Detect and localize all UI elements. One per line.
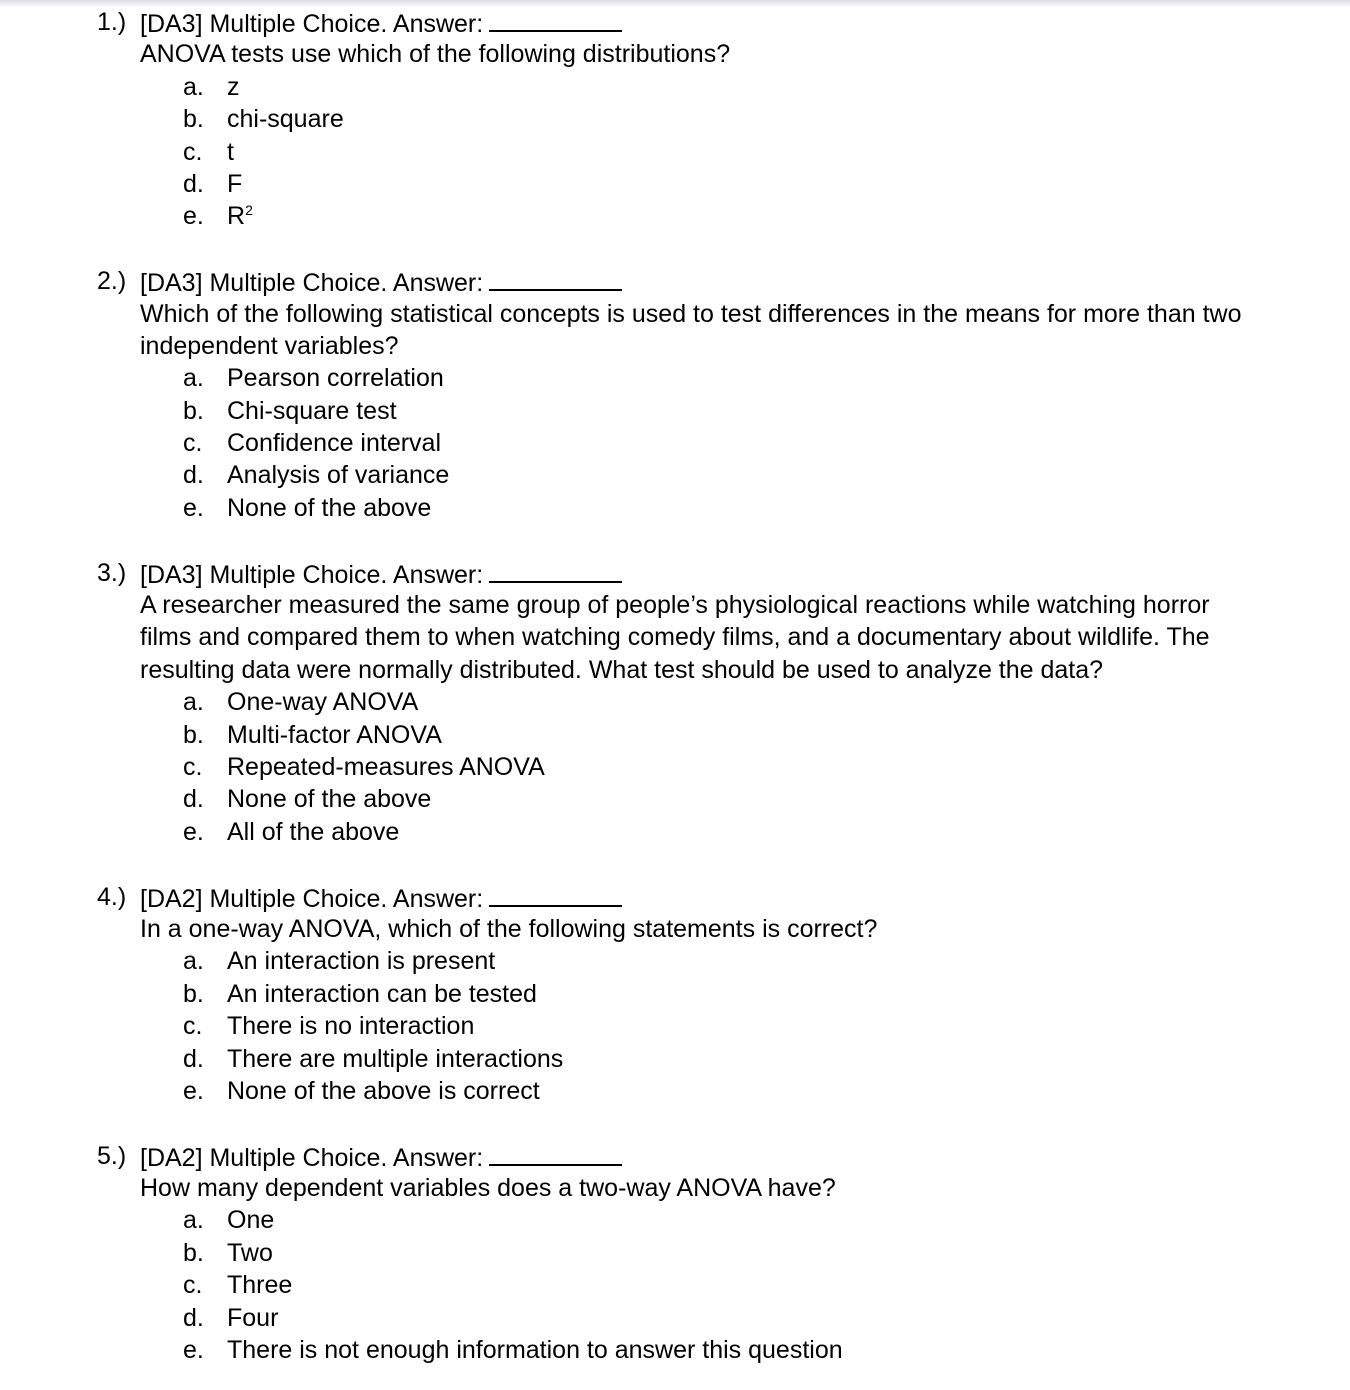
option-text xyxy=(227,1237,273,1269)
option-letter: d. xyxy=(183,169,204,198)
answer-option-c xyxy=(0,1269,1350,1301)
option-letter: c. xyxy=(183,137,203,166)
answer-blank[interactable] xyxy=(489,1140,622,1166)
question-stem-line xyxy=(0,589,1350,621)
question-stem-text: How many dependent variables does a two-way ANOVA have? xyxy=(140,1174,836,1203)
option-text xyxy=(227,103,344,135)
answer-option-e xyxy=(0,1334,1350,1366)
option-letter: b. xyxy=(183,396,204,425)
option-text-main: R xyxy=(227,202,246,231)
answer-option-e xyxy=(0,492,1350,524)
question-stem-line xyxy=(0,38,1350,70)
option-text-main: chi-square xyxy=(227,105,344,134)
option-text xyxy=(227,71,240,103)
option-text-main: Repeated-measures ANOVA xyxy=(227,752,545,781)
option-text-main: One-way ANOVA xyxy=(227,688,419,717)
question-header xyxy=(0,265,1350,297)
document-body xyxy=(0,6,1350,1366)
option-text-main: None of the above is correct xyxy=(227,1076,540,1105)
question-1 xyxy=(0,6,1350,233)
question-stem-line xyxy=(0,654,1350,686)
option-text-main: Chi-square test xyxy=(227,396,397,425)
answer-blank[interactable] xyxy=(489,265,622,291)
option-letter: c. xyxy=(183,1271,203,1300)
option-letter: d. xyxy=(183,461,204,490)
question-header-text xyxy=(140,1140,622,1174)
answer-option-b xyxy=(0,103,1350,135)
option-text-main: Pearson correlation xyxy=(227,364,444,393)
option-text xyxy=(227,816,399,848)
option-text xyxy=(227,1302,278,1334)
question-stem-text: independent variables? xyxy=(140,331,399,360)
answer-option-b xyxy=(0,395,1350,427)
option-text-main: Analysis of variance xyxy=(227,461,450,490)
question-type-label: [DA2] Multiple Choice. Answer: xyxy=(140,1143,484,1172)
option-text-main: Two xyxy=(227,1238,273,1267)
question-header xyxy=(0,6,1350,38)
answer-option-a xyxy=(0,686,1350,718)
question-number: 5.) xyxy=(97,1141,127,1170)
question-4 xyxy=(0,881,1350,1108)
option-text-main: None of the above xyxy=(227,785,432,814)
option-letter: e. xyxy=(183,817,204,846)
answer-option-a xyxy=(0,71,1350,103)
option-letter: c. xyxy=(183,752,203,781)
option-text xyxy=(227,1269,292,1301)
answer-option-e xyxy=(0,1075,1350,1107)
option-letter: e. xyxy=(183,493,204,522)
question-2 xyxy=(0,265,1350,524)
option-letter: d. xyxy=(183,1303,204,1332)
option-text-main: An interaction is present xyxy=(227,947,496,976)
answer-option-c xyxy=(0,136,1350,168)
question-spacer xyxy=(0,233,1350,265)
option-text xyxy=(227,362,444,394)
option-letter: b. xyxy=(183,720,204,749)
answer-option-c xyxy=(0,751,1350,783)
option-text xyxy=(227,168,242,200)
option-letter: a. xyxy=(183,688,204,717)
question-type-label: [DA2] Multiple Choice. Answer: xyxy=(140,884,484,913)
option-letter: d. xyxy=(183,785,204,814)
option-letter: c. xyxy=(183,1012,203,1041)
option-letter: e. xyxy=(183,1336,204,1365)
option-letter: d. xyxy=(183,1044,204,1073)
option-text-main: One xyxy=(227,1206,275,1235)
question-header-text xyxy=(140,265,622,299)
answer-option-c xyxy=(0,1010,1350,1042)
question-stem-line xyxy=(0,298,1350,330)
question-stem-text: films and compared them to when watching comedy films, and a documentary about wildlife. The xyxy=(140,623,1210,652)
question-stem-line xyxy=(0,1172,1350,1204)
option-text xyxy=(227,136,234,168)
question-type-label: [DA3] Multiple Choice. Answer: xyxy=(140,560,484,589)
option-text-main: F xyxy=(227,169,243,198)
option-text xyxy=(227,200,253,232)
question-stem-line xyxy=(0,330,1350,362)
answer-option-d xyxy=(0,1043,1350,1075)
question-spacer xyxy=(0,1107,1350,1139)
option-text-main: Three xyxy=(227,1271,293,1300)
question-header xyxy=(0,881,1350,913)
option-text-main: There is no interaction xyxy=(227,1012,475,1041)
option-letter: b. xyxy=(183,979,204,1008)
option-text xyxy=(227,395,397,427)
option-text-main: There are multiple interactions xyxy=(227,1044,564,1073)
answer-option-a xyxy=(0,945,1350,977)
answer-option-a xyxy=(0,362,1350,394)
answer-blank[interactable] xyxy=(489,881,622,907)
option-text xyxy=(227,945,495,977)
answer-option-e xyxy=(0,200,1350,232)
option-letter: b. xyxy=(183,105,204,134)
option-text-main: None of the above xyxy=(227,493,432,522)
option-text-main: There is not enough information to answer this question xyxy=(227,1336,843,1365)
answer-option-b xyxy=(0,1237,1350,1269)
question-header xyxy=(0,557,1350,589)
option-letter: a. xyxy=(183,947,204,976)
option-text-main: All of the above xyxy=(227,817,400,846)
option-letter: e. xyxy=(183,202,204,231)
question-header-text xyxy=(140,557,622,591)
option-text xyxy=(227,751,545,783)
question-stem-text: resulting data were normally distributed. What test should be used to analyze the data? xyxy=(140,655,1104,684)
question-stem-text: ANOVA tests use which of the following distributions? xyxy=(140,40,731,69)
option-letter: a. xyxy=(183,72,204,101)
answer-option-c xyxy=(0,427,1350,459)
option-text xyxy=(227,459,449,491)
option-text xyxy=(227,1043,563,1075)
question-stem-text: A researcher measured the same group of people’s physiological reactions while watching horror xyxy=(140,591,1210,620)
option-text xyxy=(227,1075,540,1107)
option-letter: a. xyxy=(183,1206,204,1235)
option-text-main: Confidence interval xyxy=(227,429,442,458)
answer-blank[interactable] xyxy=(489,557,622,583)
question-number: 2.) xyxy=(97,267,127,296)
option-text xyxy=(227,686,418,718)
question-3 xyxy=(0,557,1350,849)
option-letter: a. xyxy=(183,364,204,393)
question-stem-line xyxy=(0,621,1350,653)
question-number: 4.) xyxy=(97,882,127,911)
question-spacer xyxy=(0,524,1350,556)
option-text xyxy=(227,719,442,751)
question-header xyxy=(0,1140,1350,1172)
option-text xyxy=(227,427,441,459)
option-text xyxy=(227,978,537,1010)
question-number: 1.) xyxy=(97,8,127,36)
answer-option-b xyxy=(0,719,1350,751)
question-stem-text: In a one-way ANOVA, which of the following statements is correct? xyxy=(140,914,878,943)
answer-option-d xyxy=(0,783,1350,815)
option-text xyxy=(227,1010,474,1042)
option-text xyxy=(227,1204,274,1236)
answer-option-a xyxy=(0,1204,1350,1236)
question-type-label: [DA3] Multiple Choice. Answer: xyxy=(140,10,484,38)
question-5 xyxy=(0,1140,1350,1367)
answer-option-e xyxy=(0,816,1350,848)
question-stem-text: Which of the following statistical concepts is used to test differences in the means for more than two xyxy=(140,299,1242,328)
question-header-text xyxy=(140,881,622,915)
question-number: 3.) xyxy=(97,558,127,587)
option-letter: c. xyxy=(183,429,203,458)
question-header-text xyxy=(140,6,622,40)
question-spacer xyxy=(0,848,1350,880)
option-text xyxy=(227,783,431,815)
option-text xyxy=(227,492,431,524)
option-letter: e. xyxy=(183,1076,204,1105)
option-text-main: Multi-factor ANOVA xyxy=(227,720,442,749)
option-letter: b. xyxy=(183,1238,204,1267)
option-text-main: An interaction can be tested xyxy=(227,979,537,1008)
option-text-main: Four xyxy=(227,1303,279,1332)
option-text xyxy=(227,1334,843,1366)
answer-option-d xyxy=(0,459,1350,491)
option-text-main: t xyxy=(227,137,234,166)
option-text-main: z xyxy=(227,72,240,101)
answer-option-b xyxy=(0,978,1350,1010)
answer-option-d xyxy=(0,1302,1350,1334)
option-superscript: 2 xyxy=(245,202,253,219)
question-stem-line xyxy=(0,913,1350,945)
answer-option-d xyxy=(0,168,1350,200)
question-type-label: [DA3] Multiple Choice. Answer: xyxy=(140,269,484,298)
answer-blank[interactable] xyxy=(489,6,622,32)
